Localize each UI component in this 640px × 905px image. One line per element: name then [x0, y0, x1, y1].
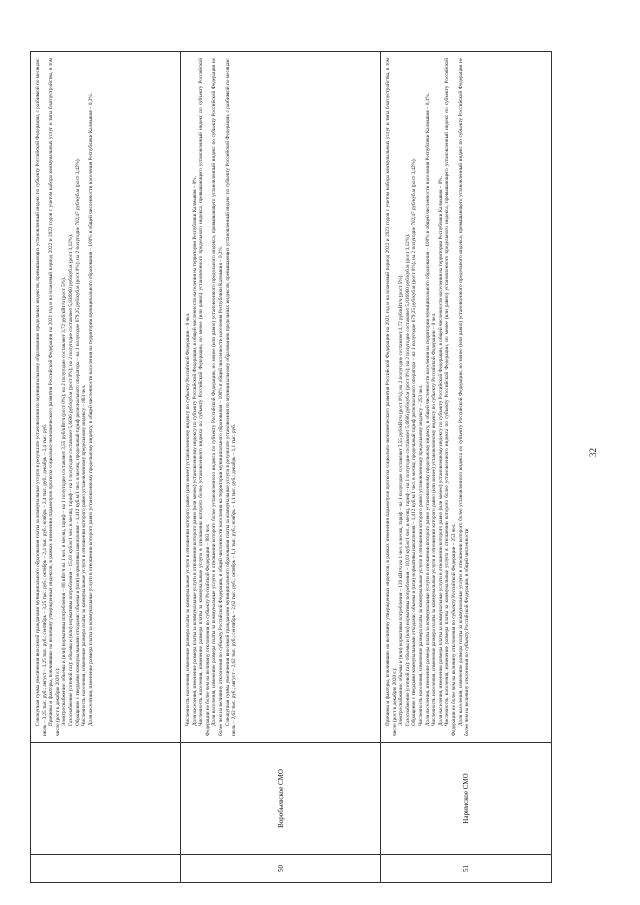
description-cell [181, 52, 380, 742]
paragraph: Доля населения, изменение размера платы за коммунальные услуги в отношении которого равно установленному предельному индексу, в общей численности населения на территории муниципального образования – 100% в общей численности населения Республики Калмыкия – 0,1%. [424, 93, 431, 726]
paragraph: Численность населения, изменение размера платы за коммунальные услуги в отношении которого более установленного индекса по субъекту Российской Федерации, но менее (или равно) установленного предельного индекса, превышающего установленный индекс по субъекту Российской Федерации не более чем на величину отклонения по субъекту Российской Федерации – 883 чел. [198, 58, 211, 736]
paragraph: Газоснабжение (сетевой газ): объемы и (или) нормативы потребления – 10,03 куб.м/1 чел. в месяц, тариф – на 1 полугодие составляет 5,6606 руб/куб.м (рост 0%); на 2 полугодие составляет 5,836960 руб/куб.м (рост 3,12%). [404, 233, 411, 726]
paragraph: Доля населения, изменение размера платы за коммунальные услуги в отношении которого равно установленному предельному индексу, в общей численности населения на территории муниципального образования – 100% в общей численности населения Республики Калмыкия – 0,3%. [87, 93, 94, 726]
paragraph: Численность населения, изменение размера платы за коммунальные услуги в отношении которого более установленного индекса по субъекту Российской Федерации, но менее (или равно) установленного предельного индекса, превышающего установленный индекс по субъекту Российской Федерации не более чем на величину отклонения по субъекту Российской Федерации – 253 чел. [444, 58, 457, 736]
row-number-cell [381, 854, 551, 882]
row-number-cell [181, 854, 380, 882]
paragraph: Обращение с твердыми коммунальными отходами: объемы и (или) нормативы накопления – 1,412 куб.м/1 чел. в месяц; предельный тариф регионального оператора – на 1 полугодие 679,25 руб/куб.м (рост 0%); на 2 полугодие 702,47 руб/куб.м (рост 3,42%). [411, 158, 418, 726]
paragraph: Численность населения, изменение размера платы за коммунальные услуги в отношении которого равно (или менее) установленному индексу по субъекту Российской Федерации – 0 чел. [185, 312, 191, 726]
row-number-cell [31, 854, 180, 882]
municipality-name: Наримское СМО [462, 773, 470, 824]
table-row [181, 52, 381, 882]
table-row [31, 52, 181, 882]
paragraph: Доля населения, изменение размера платы за коммунальные услуги в отношении которого равно (или менее) установленному индексу по субъекту Российской Федерации, в общей численности населения на территории Республики Калмыкия – 0%. [437, 176, 444, 726]
paragraph: Электроснабжение: объемы и (или) нормативы потребления – 120 кВт/ч на 1 чел. в месяц, тариф – на 1 полугодие составляет 3,55 руб/кВт/ч (рост 0%); на 2 полугодие составляет 3,72 руб/кВт/ч (рост 5%). [398, 274, 405, 726]
paragraph: Численность населения, изменение размера платы за коммунальные услуги в отношении которого равно установленному предельному индексу – 253 чел. [417, 384, 424, 726]
paragraph: Численность населения, изменение размера платы за коммунальные услуги в отношении которого равно установленному предельному индексу – 883 чел. [81, 384, 88, 726]
paragraph: Причины и факторы, повлиявшие на величину утвержденных индексов, в рамках изменения параметров прогноза социально-экономического развития Российской Федерации на 2021 год и на плановый период 2022 и 2023 годов с учетом набора коммунальных услуг и типа благоустройства, в том числе (рост к декабрю 2020 г.): [48, 58, 61, 736]
municipality-cell [31, 742, 180, 854]
municipality-cell [381, 742, 551, 854]
paragraph: Доля населения, изменение размера платы за коммунальные услуги в отношении которого равно (или менее) установленному индексу по субъекту Российской Федерации, в общей численности населения на территории Республики Калмыкия – 0%. [191, 176, 198, 726]
municipality-name: Воробьевское СМО [276, 769, 285, 828]
page-number: 32 [588, 448, 598, 457]
row-number: 50 [276, 865, 285, 872]
paragraph: Газоснабжение (сетевой газ): объемы и (или) нормативы потребления – 15,01 куб.м/1 чел. в месяц, тариф – на 1 полугодие составляет 5,6606 руб/куб.м (рост 0%); на 2 полугодие составляет 5,836960 руб/куб.м (рост 3,12%). [67, 233, 74, 726]
description-cell [381, 52, 551, 742]
paragraph: Электроснабжение: объемы и (или) нормативы потребления – 80 кВт/ч на 1 чел. в месяц, тариф – на 1 полугодие составляет 3,55 руб/кВт/ч (рост 0%); на 2 полугодие составляет 3,72 руб/кВт/ч (рост 5%). [61, 276, 68, 726]
municipality-cell [181, 742, 380, 854]
paragraph: Совокупная сумма увеличения вносимой гражданами муниципального образования платы за коммунальные услуги в результате установления по муниципальному образованию предельных индексов, превышающих установленный индекс по субъекту Российской Федерации, с разбивкой по месяцам: июль – 2,62 тыс. руб.; август – 2,62 тыс. руб.; сентябрь – 2,62 тыс. руб.; октябрь – 1,1 тыс. руб.; ноябрь – 1,1 тыс. руб.; декабрь – 1,1 тыс. руб. [224, 58, 238, 736]
paragraph: Доля населения, изменение размера платы за коммунальные услуги в отношении которого более установленного индекса по субъекту Российской Федерации, но менее (или равно) установленного предельного индекса, превышающего установленный индекс по субъекту Российской Федерации не более чем на величину отклонения по субъекту Российской Федерации, в общей численности населения на территории муниципального образования – 100% в общей численности населения Республики Калмыкия – 0,3%. [211, 58, 224, 736]
paragraph: Причины и факторы, повлиявшие на величину утвержденных индексов, в рамках изменения параметров прогноза социально-экономического развития Российской Федерации на 2021 год и на плановый период 2022 и 2023 годов с учетом набора коммунальных услуг и типа благоустройства, в том числе (рост к декабрю 2020 г.): [385, 58, 398, 736]
table-row [381, 52, 551, 882]
paragraph: Доля населения, изменение размера платы за коммунальные услуги в отношении которого более установленного индекса по субъекту Российской Федерации, но менее (или равно) установленного предельного индекса, превышающего установленный индекс по субъекту Российской Федерации не более чем на величину отклонения по субъекту Российской Федерации, в общей численности [457, 58, 471, 736]
paragraph: Обращение с твердыми коммунальными отходами: объемы и (или) нормативы накопления – 1,412 куб.м/1 чел. в месяц; предельный тариф регионального оператора – на 1 полугодие 679,25 руб/куб.м (рост 0%); на 2 полугодие 702,47 руб/куб.м (рост 3,42%). [74, 158, 81, 726]
row-number: 51 [462, 865, 470, 872]
description-cell [31, 52, 180, 742]
data-table [30, 51, 552, 883]
paragraph: Численность населения, изменение размера платы за коммунальные услуги в отношении которого равно (или менее) установленному индексу по субъекту Российской Федерации – 0 чел. [431, 312, 438, 726]
paragraph: Совокупная сумма увеличения вносимой гражданами муниципального образования платы за коммунальные услуги в результате установления по муниципальному образованию предельных индексов, превышающих установленный индекс по субъекту Российской Федерации, с разбивкой по месяцам: июль – 3,25 тыс. руб.; август – 3,25 тыс. руб.; сентябрь – 3,25 тыс. руб.; октябрь – 2,4 тыс. руб.; ноябрь – 2,4 тыс. руб.; декабрь – 2,4 тыс. руб. [35, 58, 48, 736]
